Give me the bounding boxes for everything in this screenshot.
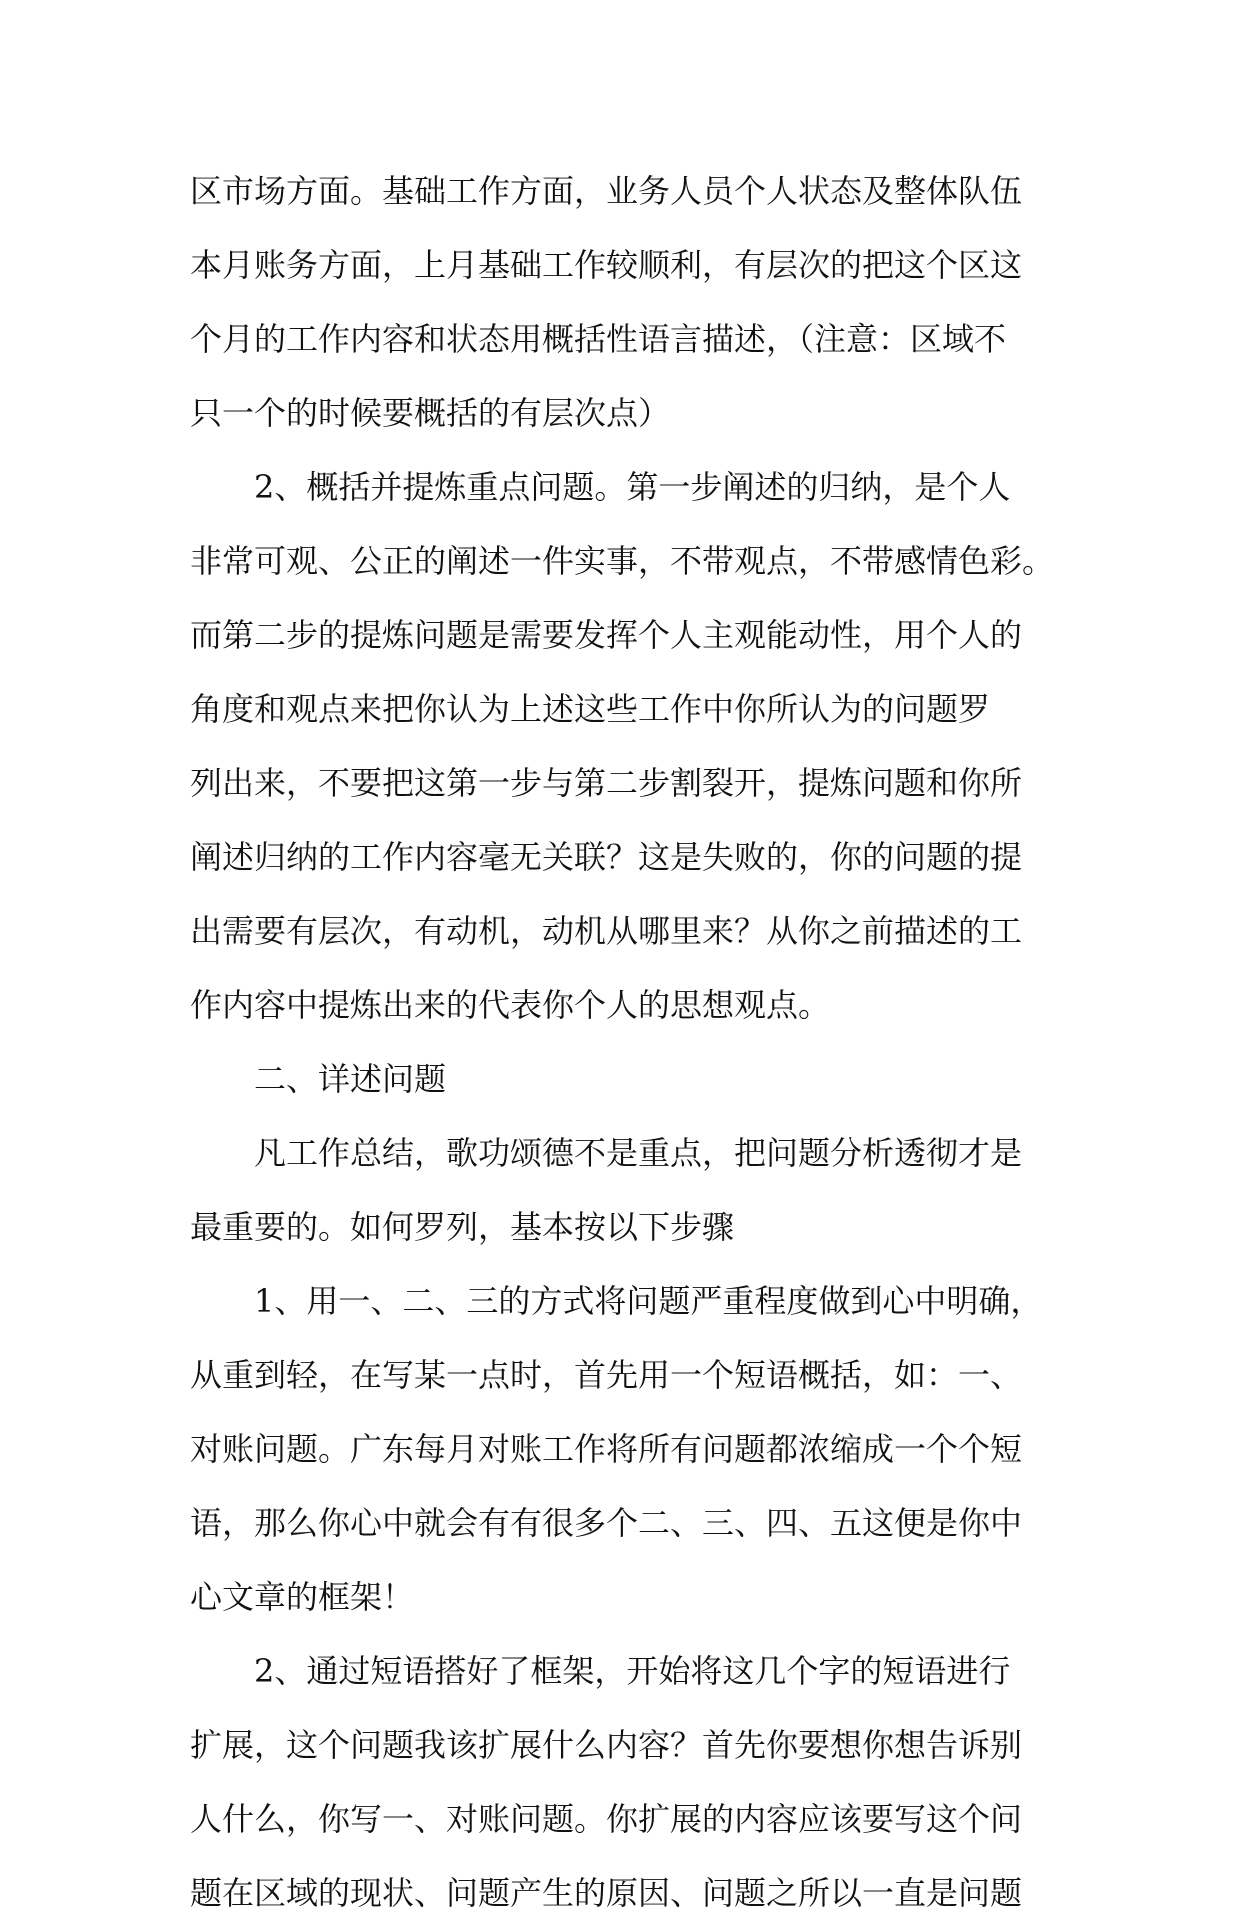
text-line: 角度和观点来把你认为上述这些工作中你所认为的问题罗 — [190, 690, 991, 728]
text-line: 凡工作总结，歌功颂德不是重点，把问题分析透彻才是 — [254, 1134, 1023, 1172]
text-line: 本月账务方面，上月基础工作较顺利，有层次的把这个区这 — [190, 246, 1023, 284]
text-line: 非常可观、公正的阐述一件实事，不带观点，不带感情色彩。 — [190, 542, 1055, 580]
section-heading-text: 二、详述问题 — [254, 1060, 447, 1098]
text-line: 阐述归纳的工作内容毫无关联？这是失败的，你的问题的提 — [190, 838, 1023, 876]
text-line: 人什么，你写一、对账问题。你扩展的内容应该要写这个问 — [190, 1800, 1023, 1838]
text-line: 心文章的框架！ — [190, 1578, 415, 1616]
text-line: 区市场方面。基础工作方面，业务人员个人状态及整体队伍 — [190, 172, 1023, 210]
paragraph-intro — [190, 1116, 1054, 1264]
text-line: 最重要的。如何罗列，基本按以下步骤 — [190, 1208, 735, 1246]
text-line: 题在区域的现状、问题产生的原因、问题之所以一直是问题 — [190, 1874, 1023, 1912]
paragraph-continued — [190, 154, 1054, 450]
text-line: 扩展，这个问题我该扩展什么内容？首先你要想你想告诉别 — [190, 1726, 1023, 1764]
text-line: 作内容中提炼出来的代表你个人的思想观点。 — [190, 986, 831, 1024]
document-body — [190, 154, 1054, 1930]
text-line: 1、用一、二、三的方式将问题严重程度做到心中明确， — [254, 1282, 1043, 1320]
text-line: 语，那么你心中就会有有很多个二、三、四、五这便是你中 — [190, 1504, 1023, 1542]
paragraph-step-2 — [190, 1634, 1054, 1930]
section-heading — [190, 1042, 1054, 1116]
text-line: 而第二步的提炼问题是需要发挥个人主观能动性，用个人的 — [190, 616, 1023, 654]
text-line: 出需要有层次，有动机，动机从哪里来？从你之前描述的工 — [190, 912, 1023, 950]
text-line: 列出来，不要把这第一步与第二步割裂开，提炼问题和你所 — [190, 764, 1023, 802]
text-line: 只一个的时候要概括的有层次点） — [190, 394, 671, 432]
paragraph-summarize-problems — [190, 450, 1054, 1042]
paragraph-step-1 — [190, 1264, 1054, 1634]
text-line: 个月的工作内容和状态用概括性语言描述，（注意：区域不 — [190, 320, 1007, 358]
text-line: 从重到轻，在写某一点时，首先用一个短语概括，如：一、 — [190, 1356, 1023, 1394]
text-line: 2、概括并提炼重点问题。第一步阐述的归纳，是个人 — [254, 468, 1011, 506]
text-line: 2、通过短语搭好了框架，开始将这几个字的短语进行 — [254, 1652, 1011, 1690]
text-line: 对账问题。广东每月对账工作将所有问题都浓缩成一个个短 — [190, 1430, 1023, 1468]
